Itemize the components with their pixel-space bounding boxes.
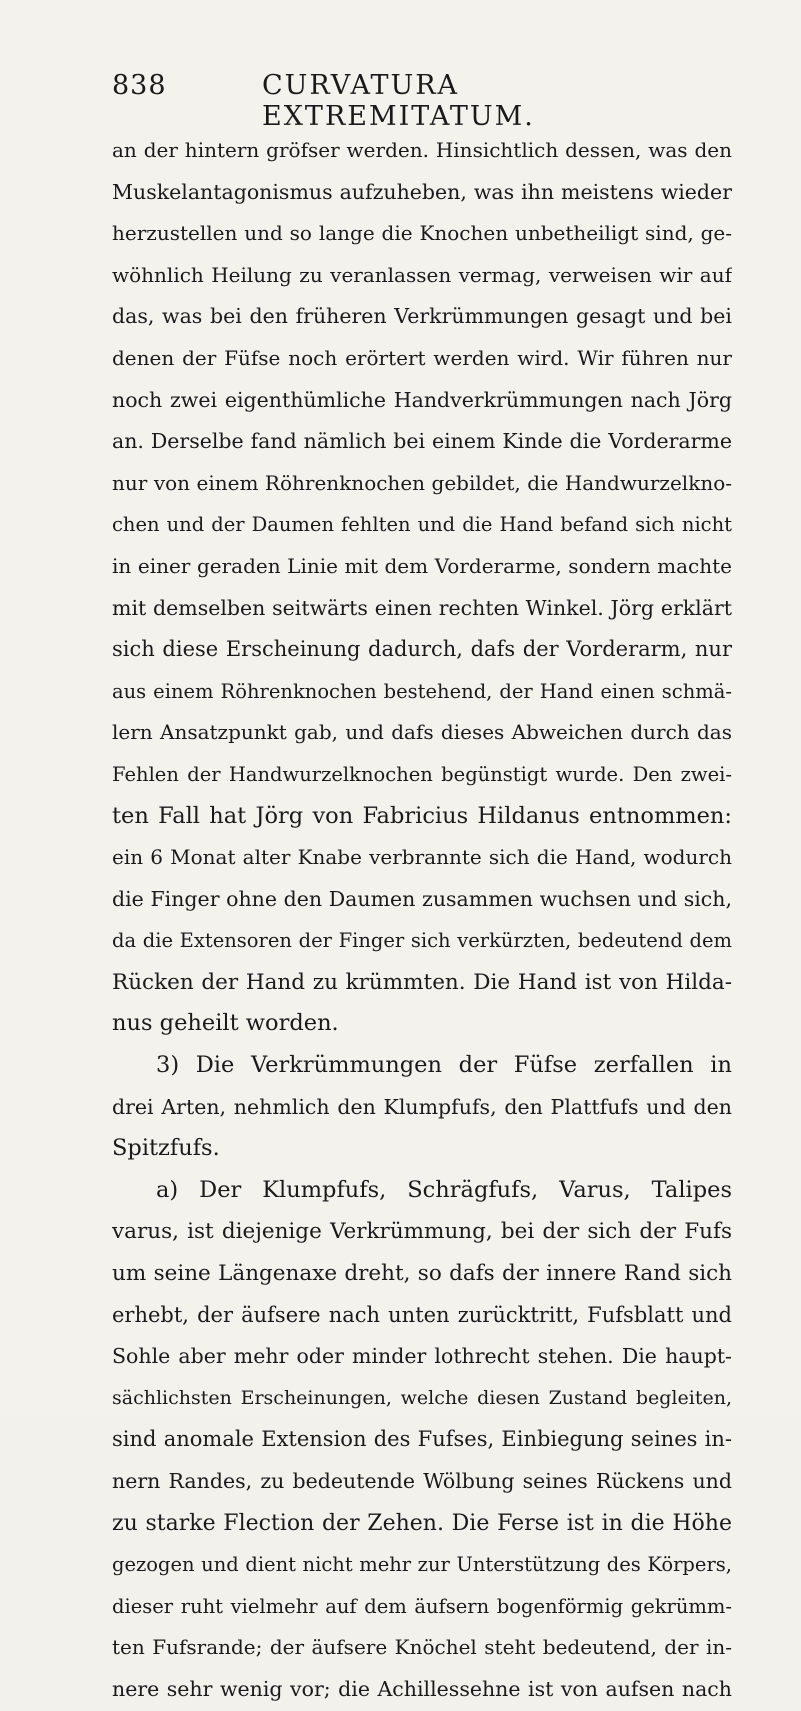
text-line: gezogen und dient nicht mehr zur Unterstützung des Körpers, [112, 1553, 732, 1577]
text-line: erhebt, der äufsere nach unten zurücktritt, Fufsblatt und [112, 1302, 732, 1327]
text-line: aus einem Röhrenknochen bestehend, der Hand einen schmä- [112, 679, 732, 703]
text-line: Spitzfufs. [112, 1135, 220, 1162]
text-line: drei Arten, nehmlich den Klumpfufs, den Plattfufs und den [112, 1094, 732, 1119]
text-line: mit demselben seitwärts einen rechten Winkel. Jörg erklärt [112, 595, 732, 620]
section-heading-line: 3) Die Verkrümmungen der Füfse zerfallen in [156, 1052, 732, 1079]
text-line: herzustellen und so lange die Knochen unbetheiligt sind, ge- [112, 221, 732, 246]
text-line: die Finger ohne den Daumen zusammen wuchsen und sich, [112, 886, 732, 911]
text-line: lern Ansatzpunkt gab, und dafs dieses Abweichen durch das [112, 720, 732, 745]
text-line: sind anomale Extension des Fufses, Einbiegung seines in- [112, 1427, 732, 1452]
text-line: varus, ist diejenige Verkrümmung, bei der sich der Fufs [112, 1219, 732, 1245]
text-line: ten Fall hat Jörg von Fabricius Hildanus entnommen: [112, 802, 732, 829]
text-line: da die Extensoren der Finger sich verkürzten, bedeutend dem [112, 929, 732, 953]
text-line: Rücken der Hand zu krümmten. Die Hand ist von Hilda- [112, 969, 732, 995]
text-line: nus geheilt worden. [112, 1010, 339, 1037]
running-title: CURVATURA EXTREMITATUM. [262, 70, 535, 132]
text-line: nur von einem Röhrenknochen gebildet, die Handwurzelkno- [112, 470, 732, 495]
text-line: denen der Füfse noch erörtert werden wird. Wir führen nur [112, 345, 732, 370]
text-line: sich diese Erscheinung dadurch, dafs der Vorderarm, nur [112, 637, 732, 662]
page-number: 838 [112, 70, 167, 101]
text-line: um seine Längenaxe dreht, so dafs der innere Rand sich [112, 1261, 732, 1287]
text-line: nere sehr wenig vor; die Achillessehne ist von aufsen nach [112, 1676, 732, 1701]
text-line: ten Fufsrande; der äufsere Knöchel steht bedeutend, der in- [112, 1635, 732, 1660]
text-line: an. Derselbe fand nämlich bei einem Kinde die Vorderarme [112, 429, 732, 454]
text-line: Muskelantagonismus aufzuheben, was ihn meistens wieder [112, 179, 732, 204]
text-line: ein 6 Monat alter Knabe verbrannte sich die Hand, wodurch [112, 845, 732, 870]
running-head [112, 70, 712, 132]
text-line: zu starke Flection der Zehen. Die Ferse ist in die Höhe [112, 1510, 732, 1536]
subsection-heading-line: a) Der Klumpfufs, Schrägfufs, Varus, Talipes [156, 1176, 732, 1203]
text-line: in einer geraden Linie mit dem Vorderarme, sondern machte [112, 553, 732, 578]
text-line: an der hintern gröfser werden. Hinsichtlich dessen, was den [112, 138, 732, 162]
text-line: Sohle aber mehr oder minder lothrecht stehen. Die haupt- [112, 1344, 732, 1369]
text-line: chen und der Daumen fehlten und die Hand befand sich nicht [112, 513, 732, 537]
text-line: noch zwei eigenthümliche Handverkrümmungen nach Jörg [112, 387, 732, 412]
text-line: nern Randes, zu bedeutende Wölbung seines Rückens und [112, 1469, 732, 1493]
text-line: sächlichsten Erscheinungen, welche diesen Zustand begleiten, [112, 1386, 732, 1409]
text-line: wöhnlich Heilung zu veranlassen vermag, verweisen wir auf [112, 262, 732, 287]
text-line: das, was bei den früheren Verkrümmungen gesagt und bei [112, 304, 732, 329]
text-line: Fehlen der Handwurzelknochen begünstigt wurde. Den zwei- [112, 762, 732, 786]
body-text [112, 130, 732, 1711]
text-line: dieser ruht vielmehr auf dem äufsern bogenförmig gekrümm- [112, 1594, 732, 1618]
